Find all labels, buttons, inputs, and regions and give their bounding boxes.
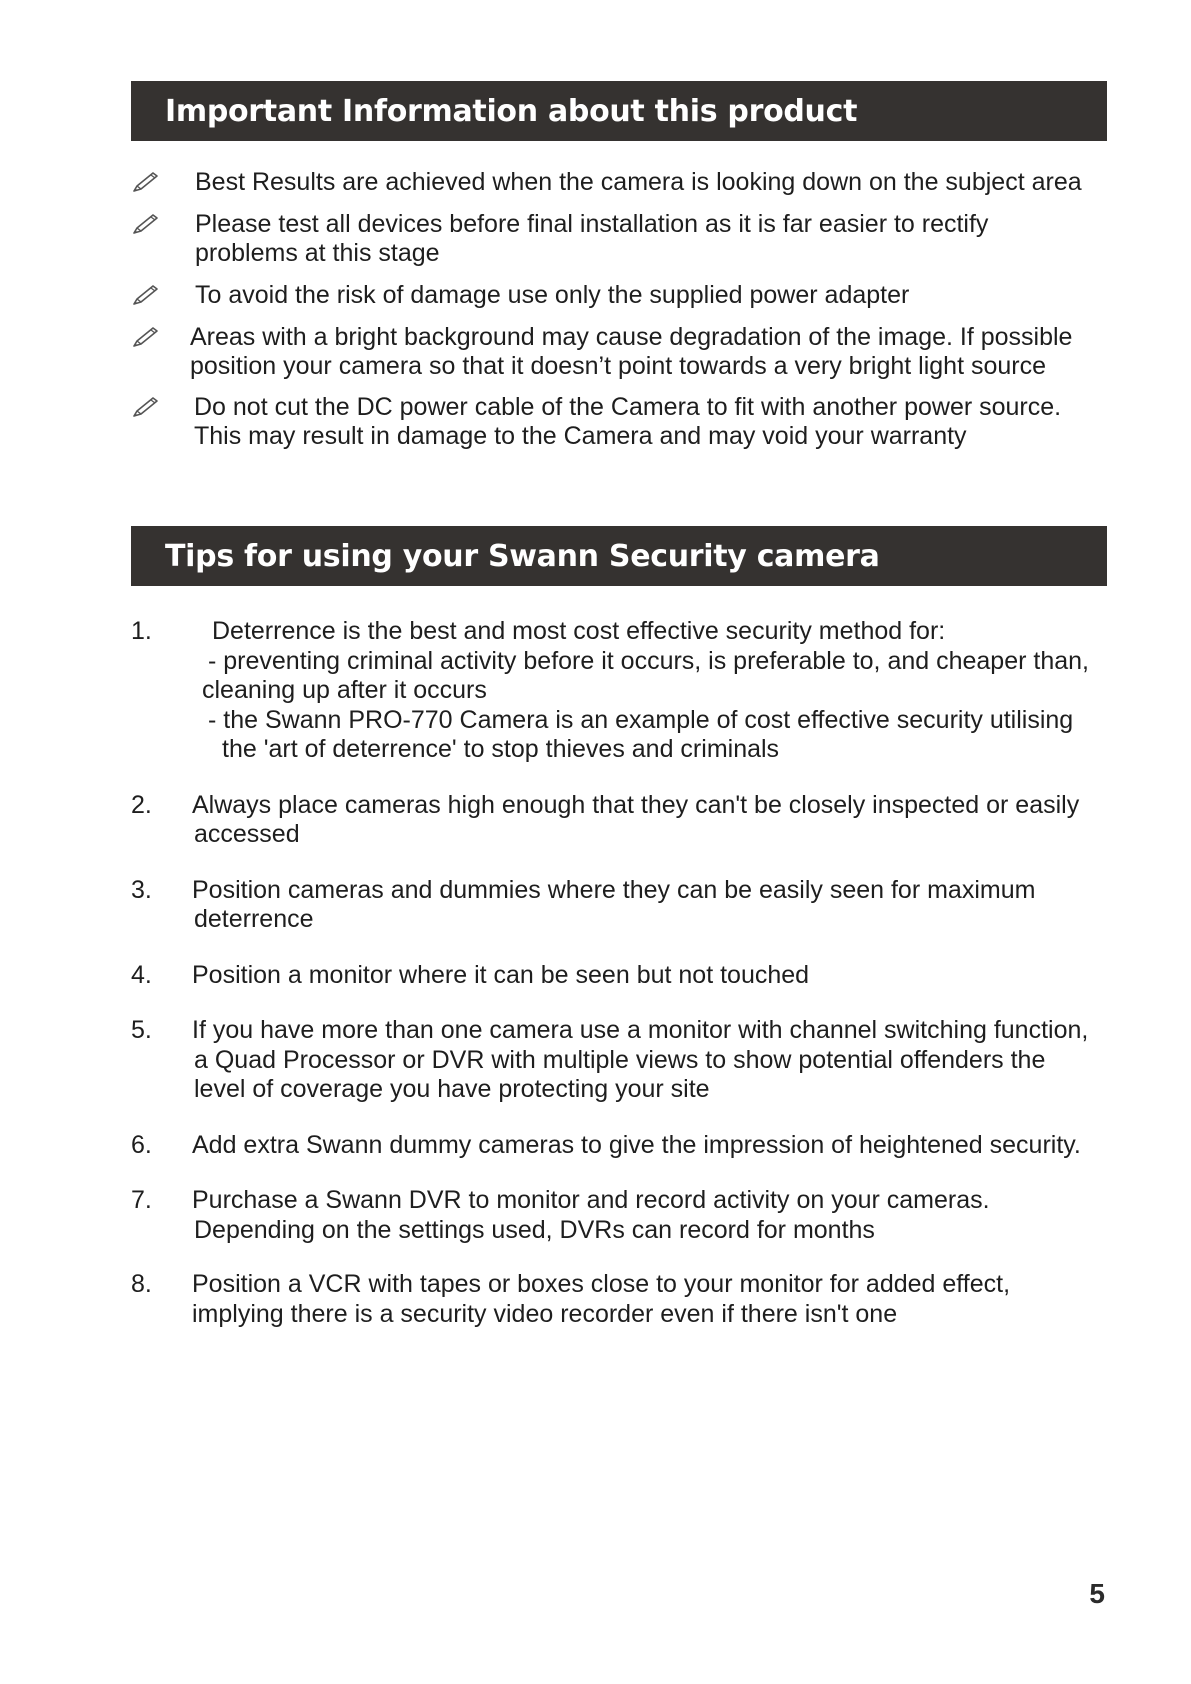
tip-line: Always place cameras high enough that they can't be closely inspected or easily: [192, 790, 1080, 819]
tip-number: 3.: [131, 875, 152, 904]
tip-text: [131, 1131, 1111, 1161]
info-bullet-line: problems at this stage: [195, 239, 440, 267]
tip-number: 2.: [131, 790, 152, 819]
tip-number: 8.: [131, 1270, 152, 1298]
tip-item: [131, 1186, 1111, 1245]
info-bullet-item: [131, 281, 1111, 310]
tip-line: Position a VCR with tapes or boxes close to your monitor for added effect,: [192, 1270, 1011, 1298]
tip-number: 5.: [131, 1016, 152, 1044]
tip-line: deterrence: [194, 905, 314, 933]
tip-line: implying there is a security video recorder even if there isn't one: [192, 1299, 898, 1328]
tip-text: [131, 876, 1111, 935]
tip-item: [131, 1016, 1111, 1105]
info-bullet-item: [131, 168, 1111, 197]
tip-text: [131, 617, 1111, 765]
tip-line: Position a monitor where it can be seen but not touched: [192, 960, 810, 989]
pencil-icon: [131, 171, 159, 193]
tip-line: level of coverage you have protecting your site: [194, 1075, 710, 1103]
tip-item: [131, 1131, 1111, 1161]
tip-number: 1.: [131, 617, 152, 645]
tip-item: [131, 1270, 1111, 1329]
tip-item: [131, 876, 1111, 935]
tip-line: Add extra Swann dummy cameras to give the impression of heightened security.: [192, 1130, 1081, 1159]
tip-text: [131, 791, 1111, 850]
tip-line: Purchase a Swann DVR to monitor and record activity on your cameras.: [192, 1186, 990, 1214]
tip-line: a Quad Processor or DVR with multiple views to show potential offenders the: [194, 1045, 1046, 1074]
tip-line: cleaning up after it occurs: [202, 676, 487, 704]
info-bullet-item: [131, 323, 1111, 381]
tip-item: [131, 791, 1111, 850]
info-bullet-text: [190, 323, 1111, 381]
important-info-list: [131, 168, 1111, 451]
tip-number: 6.: [131, 1130, 152, 1159]
pencil-icon: [131, 396, 159, 418]
info-bullet-line: Do not cut the DC power cable of the Camera to fit with another power source.: [194, 393, 1062, 421]
pencil-icon: [131, 326, 159, 348]
tip-text: [131, 961, 1111, 991]
tip-item: [131, 617, 1111, 765]
tip-line: Depending on the settings used, DVRs can record for months: [194, 1215, 875, 1244]
info-bullet-item: [131, 393, 1111, 451]
important-info-heading: [131, 81, 1107, 141]
tip-line: the 'art of deterrence' to stop thieves and criminals: [222, 735, 780, 763]
tip-line: - preventing criminal activity before it occurs, is preferable to, and cheaper than,: [208, 646, 1089, 675]
tip-line: accessed: [194, 820, 300, 848]
tip-text: [131, 1186, 1111, 1245]
tip-line: If you have more than one camera use a monitor with channel switching function,: [192, 1016, 1089, 1044]
info-bullet-text: [195, 281, 1111, 310]
pencil-icon: [131, 284, 159, 306]
tip-line: Position cameras and dummies where they can be easily seen for maximum: [192, 875, 1036, 904]
tip-text: [131, 1270, 1111, 1329]
info-bullet-item: [131, 210, 1111, 268]
page-number: 5: [1089, 1578, 1105, 1609]
tips-title: Tips for using your Swann Security camera: [165, 538, 880, 574]
tip-number: 7.: [131, 1186, 152, 1214]
important-info-title: Important Information about this product: [165, 93, 858, 129]
info-bullet-text: [195, 210, 1111, 268]
info-bullet-text: [195, 168, 1111, 197]
info-bullet-line: Areas with a bright background may cause degradation of the image. If possible: [190, 323, 1073, 351]
info-bullet-line: To avoid the risk of damage use only the supplied power adapter: [195, 281, 910, 309]
info-bullet-line: Best Results are achieved when the camera is looking down on the subject area: [195, 168, 1082, 196]
tip-number: 4.: [131, 960, 152, 989]
tip-line: - the Swann PRO-770 Camera is an example of cost effective security utilising: [208, 705, 1074, 734]
tip-text: [131, 1016, 1111, 1105]
pencil-icon: [131, 213, 159, 235]
tips-heading: [131, 526, 1107, 586]
tips-list: [131, 617, 1111, 1329]
info-bullet-line: Please test all devices before final installation as it is far easier to rectify: [195, 210, 989, 238]
tip-line: Deterrence is the best and most cost effective security method for:: [212, 617, 946, 645]
info-bullet-line: position your camera so that it doesn’t point towards a very bright light source: [190, 352, 1046, 380]
tip-item: [131, 961, 1111, 991]
info-bullet-line: This may result in damage to the Camera and may void your warranty: [194, 422, 967, 450]
info-bullet-text: [194, 393, 1111, 451]
